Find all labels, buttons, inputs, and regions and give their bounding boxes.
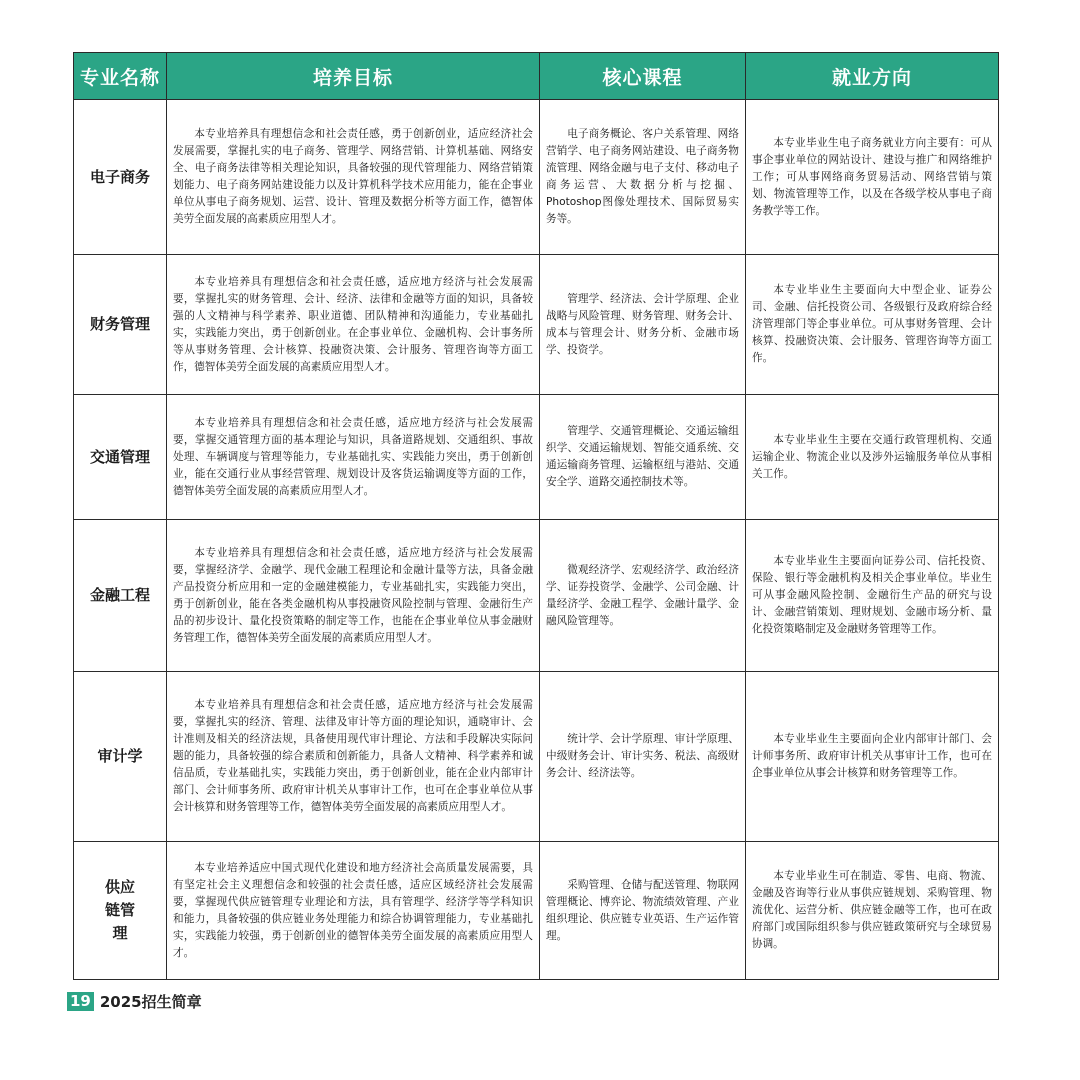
page-footer — [67, 991, 202, 1012]
career-direction-text: 本专业毕业生主要在交通行政管理机构、交通运输企业、物流企业以及涉外运输服务单位从事相关工作。 — [752, 433, 992, 480]
career-direction — [746, 520, 999, 672]
career-direction-text: 本专业毕业生可在制造、零售、电商、物流、金融及咨询等行业从事供应链规划、采购管理、物流优化、运营分析、供应链金融等工作，也可在政府部门或国际组织参与供应链政策研究与全球贸易协调。 — [752, 870, 992, 950]
training-goal — [167, 842, 540, 980]
training-goal — [167, 100, 540, 255]
core-courses — [540, 672, 746, 842]
header-major-name: 专业名称 — [74, 53, 167, 100]
table-row — [74, 842, 999, 980]
table-header-row — [74, 53, 999, 100]
brochure-title: 2025招生简章 — [99, 993, 202, 1011]
core-courses — [540, 100, 746, 255]
career-direction-text: 本专业毕业生电子商务就业方向主要有：可从事企事业单位的网站设计、建设与推广和网络维护工作；可从事网络商务贸易活动、网络营销与策划、物流管理等工作，以及在各级学校从事电子商务教学等工作。 — [752, 136, 992, 217]
major-name: 电子商务 — [74, 100, 167, 255]
career-direction — [746, 100, 999, 255]
training-goal-text: 本专业培养具有理想信念和社会责任感，适应地方经济与社会发展需要，掌握经济学、金融学、现代金融工程理论和金融计量等方法，具备金融产品投资分析应用和一定的金融建模能力，专业基础扎实，实践能力突出，勇于创新创业，能在各类金融机构从事投融资风险控制与管理、金融衍生产品的初步设计、量化投资策略的制定等工作，也能在企事业单位从事金融财务管理工作，德智体美劳全面发展的高素质应用型人才。 — [173, 546, 533, 644]
career-direction — [746, 395, 999, 520]
table-row — [74, 395, 999, 520]
training-goal-text: 本专业培养具有理想信念和社会责任感，勇于创新创业，适应经济社会发展需要，掌握扎实的电子商务、管理学、网络营销、计算机基础、网络安全、电子商务法律等相关理论知识，具备较强的现代管理能力、网络营销策划能力、电子商务网站建设能力以及计算机科学技术应用能力，能在企事业单位从事电子商务规划、运营、设计、管理及数据分析等方面工作，德智体美劳全面发展的高素质应用型人才。 — [173, 128, 533, 225]
core-courses-text: 统计学、会计学原理、审计学原理、中级财务会计、审计实务、税法、高级财务会计、经济法等。 — [546, 733, 739, 779]
training-goal-text: 本专业培养具有理想信念和社会责任感，适应地方经济与社会发展需要，掌握交通管理方面的基本理论与知识，具备道路规划、交通组织、事故处理、车辆调度与管理等能力，专业基础扎实、实践能力突出，勇于创新创业，能在交通行业从事经营管理、规划设计及客货运输调度等方面的工作，德智体美劳全面发展的高素质应用型人才。 — [173, 416, 533, 497]
header-core-courses: 核心课程 — [540, 53, 746, 100]
major-name: 审计学 — [74, 672, 167, 842]
career-direction-text: 本专业毕业生主要面向企业内部审计部门、会计师事务所、政府审计机关从事审计工作，也可在企事业单位从事会计核算和财务管理等工作。 — [752, 733, 992, 779]
major-name: 金融工程 — [74, 520, 167, 672]
training-goal — [167, 255, 540, 395]
table-row — [74, 672, 999, 842]
header-career-direction: 就业方向 — [746, 53, 999, 100]
core-courses-text: 采购管理、仓储与配送管理、物联网管理概论、博弈论、物流绩效管理、产业组织理论、供应链专业英语、生产运作管理。 — [546, 878, 739, 942]
table-row — [74, 100, 999, 255]
training-goal — [167, 672, 540, 842]
training-goal-text: 本专业培养具有理想信念和社会责任感，适应地方经济与社会发展需要，掌握扎实的经济、管理、法律及审计等方面的理论知识，通晓审计、会计准则及相关的经济法规，具备使用现代审计理论、方法和手段解决实际问题的能力，具备较强的综合素质和创新能力，具备人文精神、科学素养和诚信品质，专业基础扎实，实践能力突出，勇于创新创业，能在企业内部审计部门、会计师事务所、政府审计机关从事审计工作，也可在企事业单位从事会计核算和财务管理等工作，德智体美劳全面发展的高素质应用型人才。 — [173, 699, 533, 813]
training-goal — [167, 520, 540, 672]
core-courses-text: 电子商务概论、客户关系管理、网络营销学、电子商务网站建设、电子商务物流管理、网络金融与电子支付、移动电子商务运营、大数据分析与挖掘、Photoshop图像处理技术、国际贸易实务等。 — [546, 128, 739, 225]
career-direction — [746, 842, 999, 980]
major-name: 交通管理 — [74, 395, 167, 520]
career-direction — [746, 255, 999, 395]
core-courses-text: 管理学、经济法、会计学原理、企业战略与风险管理、财务管理、财务会计、成本与管理会计、财务分析、金融市场学、投资学。 — [546, 292, 739, 356]
table-row — [74, 255, 999, 395]
major-name: 财务管理 — [74, 255, 167, 395]
core-courses-text: 微观经济学、宏观经济学、政治经济学、证券投资学、金融学、公司金融、计量经济学、金融工程学、金融计量学、金融风险管理等。 — [546, 563, 739, 627]
major-name — [74, 842, 167, 980]
table-row — [74, 520, 999, 672]
page-number: 19 — [67, 992, 94, 1011]
core-courses — [540, 520, 746, 672]
majors-table — [73, 52, 999, 980]
career-direction — [746, 672, 999, 842]
core-courses — [540, 255, 746, 395]
core-courses-text: 管理学、交通管理概论、交通运输组织学、交通运输规划、智能交通系统、交通运输商务管理、运输枢纽与港站、交通安全学、道路交通控制技术等。 — [546, 425, 739, 488]
career-direction-text: 本专业毕业生主要面向证券公司、信托投资、保险、银行等金融机构及相关企事业单位。毕业生可从事金融风险控制、金融衍生产品的研究与设计、金融营销策划、理财规划、金融市场分析、量化投资策略制定及金融财务管理等工作。 — [752, 555, 992, 635]
career-direction-text: 本专业毕业生主要面向大中型企业、证券公司、金融、信托投资公司、各级银行及政府综合经济管理部门等企事业单位。可从事财务管理、会计核算、投融资决策、会计服务、管理咨询等方面工作。 — [752, 284, 992, 364]
training-goal-text: 本专业培养适应中国式现代化建设和地方经济社会高质量发展需要，具有坚定社会主义理想信念和较强的社会责任感，适应区域经济社会发展需要，掌握现代供应链管理专业理论和方法，具有管理学、经济学等学科知识和能力，具备较强的供应链业务处理能力和综合协调管理能力，专业基础扎实，实践能力较强，勇于创新创业的德智体美劳全面发展的高素质应用型人才。 — [173, 861, 533, 959]
major-name-text: 供应链管理 — [104, 878, 135, 942]
header-training-goal: 培养目标 — [167, 53, 540, 100]
core-courses — [540, 842, 746, 980]
training-goal — [167, 395, 540, 520]
training-goal-text: 本专业培养具有理想信念和社会责任感，适应地方经济与社会发展需要，掌握扎实的财务管理、会计、经济、法律和金融等方面的知识，具备较强的人文精神与科学素养、职业道德、团队精神和沟通能力，专业基础扎实，实践能力突出，勇于创新创业。在企事业单位、金融机构、会计事务所等从事财务管理、会计核算、投融资决策、会计服务、管理咨询等方面工作，德智体美劳全面发展的高素质应用型人才。 — [173, 275, 533, 373]
core-courses — [540, 395, 746, 520]
